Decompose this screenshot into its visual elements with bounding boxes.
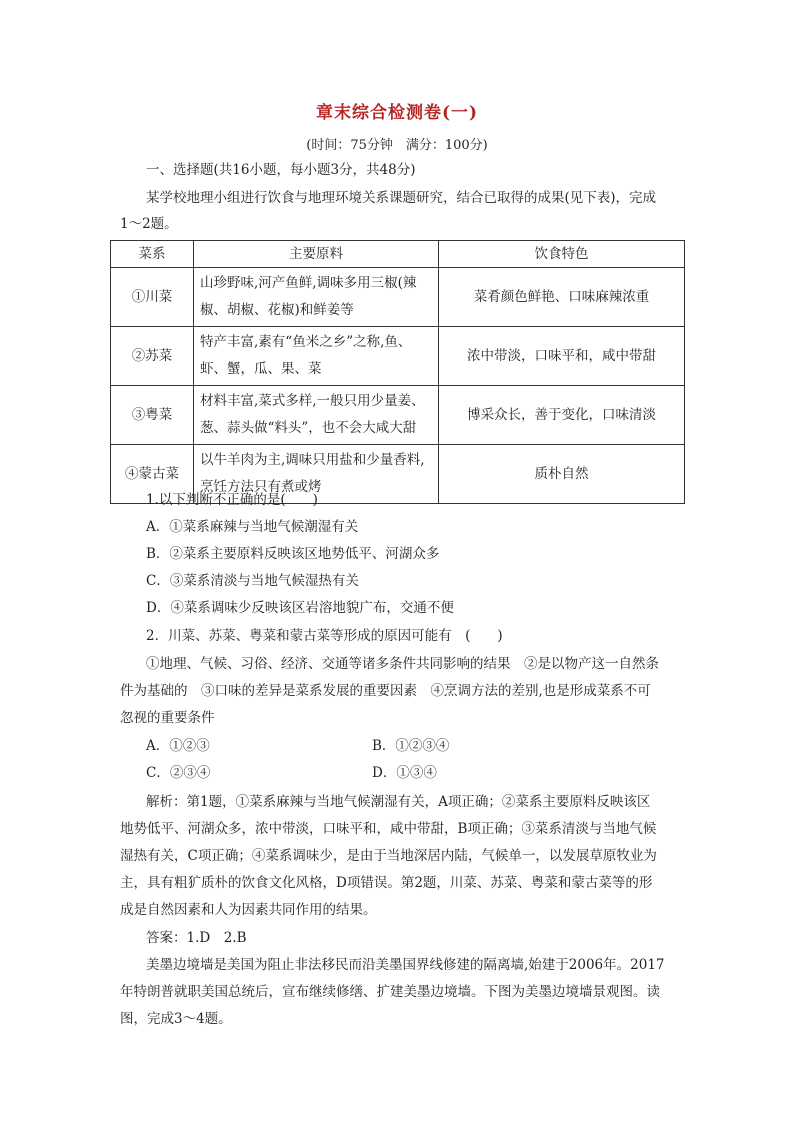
answer-key: 答案：1.D 2.B [146, 930, 247, 946]
question-stem: 2．川菜、苏菜、粤菜和蒙古菜等形成的原因可能有 ( ) [146, 628, 503, 644]
cuisine-name: ③粤菜 [111, 386, 194, 445]
cuisine-name: ④蒙古菜 [111, 445, 194, 504]
next-intro: 年特朗普就职美国总统后，宣布继续修缮、扩建美墨边境墙。下图为美墨边境墙景观图。读 [120, 984, 660, 1000]
question-body: 忽视的重要条件 [120, 710, 215, 726]
analysis-text: 主，具有粗犷质朴的饮食文化风格，D项错误。第2题，川菜、苏菜、粤菜和蒙古菜等的形 [120, 875, 653, 891]
table-row [111, 386, 685, 445]
question-body: 件为基础的 ③口味的差异是菜系发展的重要因素 ④烹调方法的差别,也是形成菜系不可 [120, 683, 651, 699]
table-row [111, 268, 685, 327]
table-header: 菜系 [111, 241, 194, 268]
analysis-text: 成是自然因素和人为因素共同作用的结果。 [120, 902, 377, 918]
answer-option: D．①③④ [372, 765, 437, 781]
intro-line: 某学校地理小组进行饮食与地理环境关系课题研究，结合已取得的成果(见下表)，完成 [146, 190, 657, 206]
ingredients-line: 特产丰富,素有“鱼米之乡”之称,鱼、 [200, 334, 412, 350]
exam-time-info: (时间：75分钟 满分：100分) [306, 138, 488, 153]
table-header: 主要原料 [194, 241, 439, 268]
answer-option: B．②菜系主要原料反映该区地势低平、河湖众多 [146, 546, 440, 562]
analysis-text: 地势低平、河湖众多，浓中带淡，口味平和，咸中带甜，B项正确；③菜系清淡与当地气候 [120, 821, 657, 837]
ingredients-line: 以牛羊肉为主,调味只用盐和少量香料, [200, 452, 425, 468]
analysis-text: 湿热有关，C项正确；④菜系调味少，是由于当地深居内陆，气候单一，以发展草原牧业为 [120, 848, 657, 864]
ingredients-cell [194, 327, 439, 386]
feature-cell: 质朴自然 [439, 445, 685, 504]
cuisine-name: ②苏菜 [111, 327, 194, 386]
ingredients-line: 虾、蟹，瓜、果、菜 [200, 361, 322, 377]
section-heading: 一、选择题(共16小题，每小题3分，共48分) [146, 162, 416, 178]
analysis-text: 解析：第1题，①菜系麻辣与当地气候潮湿有关，A项正确；②菜系主要原料反映该区 [146, 794, 651, 810]
answer-option: C．②③④ [146, 765, 211, 781]
ingredients-cell [194, 386, 439, 445]
table-header: 饮食特色 [439, 241, 685, 268]
ingredients-line: 葱、蒜头做“料头”，也不会大咸大甜 [200, 420, 417, 436]
ingredients-cell [194, 268, 439, 327]
answer-option: A．①②③ [146, 738, 210, 754]
ingredients-line: 山珍野味,河产鱼鲜,调味多用三椒(辣 [200, 275, 417, 291]
ingredients-line: 椒、胡椒、花椒)和鲜姜等 [200, 302, 354, 318]
answer-option: B．①②③④ [372, 738, 450, 754]
feature-cell: 浓中带淡，口味平和，咸中带甜 [439, 327, 685, 386]
question-body: ①地理、气候、习俗、经济、交通等诸多条件共同影响的结果 ②是以物产这一自然条 [146, 656, 659, 672]
ingredients-line: 烹饪方法只有煮或烤 [200, 479, 322, 495]
intro-line: 1～2题。 [120, 216, 178, 232]
answer-option: A．①菜系麻辣与当地气候潮湿有关 [146, 519, 359, 535]
page-title: 章末综合检测卷(一) [315, 103, 479, 123]
ingredients-line: 材料丰富,菜式多样,一般只用少量姜、 [200, 393, 425, 409]
answer-option: D．④菜系调味少反映该区岩溶地貌广布，交通不便 [146, 600, 454, 616]
feature-cell: 菜肴颜色鲜艳、口味麻辣浓重 [439, 268, 685, 327]
question-stem: 1.以下判断不正确的是( ) [146, 492, 318, 508]
answer-option: C．③菜系清淡与当地气候湿热有关 [146, 573, 359, 589]
table-row [111, 327, 685, 386]
next-intro: 美墨边境墙是美国为阻止非法移民而沿美墨国界线修建的隔离墙,始建于2006年。2017 [146, 957, 665, 973]
cuisine-table [110, 240, 685, 504]
table-header-row [111, 241, 685, 268]
cuisine-name: ①川菜 [111, 268, 194, 327]
next-intro: 图，完成3～4题。 [120, 1011, 232, 1027]
feature-cell: 博采众长，善于变化，口味清淡 [439, 386, 685, 445]
